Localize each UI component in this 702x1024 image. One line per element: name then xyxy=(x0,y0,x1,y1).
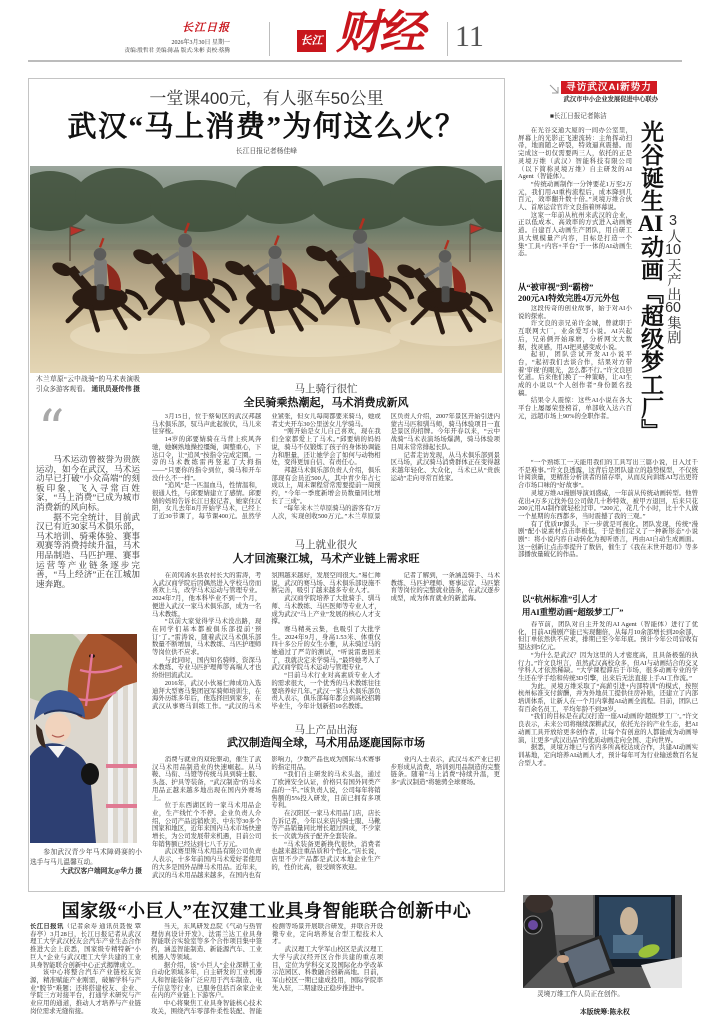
subhead-line: 以“杭州标准”引人才 xyxy=(522,595,598,604)
photo-credit: 大武汉客户端网友@华力 摄 xyxy=(60,868,142,876)
headline-part: AI xyxy=(637,212,664,235)
editors-line: 责编:殷哲君 美编:陈晶 版式:朱彬 责校:蔡腾 xyxy=(124,48,230,54)
side-body xyxy=(518,305,632,457)
paragraph: “一个熟练工一天能用我们的工具写出三篇小说，日入过千不是难事。”许文良透露，这背后是团队建立的趋势模型，不仅统计阅读量，更精准分析读者的留存率，从而反向训练AI写出更符合市场口味的“好故事”。 xyxy=(518,459,698,490)
lead-headline: 武汉“马上消费”为何这么火？ xyxy=(67,111,466,143)
paragraph: 这家一年前从杭州来武汉的企业，正以低成本、高效率的方式进入动画赛道。自建百人动画生产团队，用自研工具大规模量产内容，目标是打造一个集“工具+内容+平台”于一体的AI动画生态。 xyxy=(518,211,632,258)
arrow-icon xyxy=(549,84,559,94)
paragraph: 在光谷交通大厦的一间办公室里，屏幕上的光影正飞速流转：主角挥动扫帚，地面随之碎裂，特效逼真震撼。而完成这一切仅需要两三人，依托的正是灵境万维（武汉）智能科技有限公司（以下简称灵境万维）自主研发的AI Agent（智能体）。 xyxy=(518,127,632,181)
photo-caption xyxy=(36,375,140,394)
section-title: 武汉制造闯全球，马术用品逐鹿国际市场 xyxy=(227,737,425,749)
side-subhead xyxy=(522,594,698,619)
section-title: 人才回流聚江城，马术产业链上需求旺 xyxy=(232,553,420,565)
paragraph: 中心将聚焦工业具身智能核心技术攻关，围绕汽车零部件柔性装配、智能检测等场景开展联合研发，并联合开设微专业，定向培养复合型工程技术人才。 xyxy=(151,923,383,1015)
horse-show-photo xyxy=(30,166,502,373)
side-body xyxy=(518,459,698,591)
subheadline-part: 人 xyxy=(665,229,681,244)
paragraph: 据介绍，该“小巨人”企业深耕工业自动化领域多年，自主研发的工业机器人和智能装备广泛应用于汽车制造、电子信息等行业，已服务包括百余家企业在内的产业链上下游客户。 xyxy=(151,961,262,1000)
caption-text: 木兰草原“云中战骑”的马术表演吸引众多游客观看。 xyxy=(36,376,140,393)
paragraph: 业内人士表示，武汉马术产业已初步形成从消费、培训到用品制造的完整链条。随着“马上消费”持续升温，更多“武汉制造”将驰骋全球赛场。 xyxy=(390,756,500,787)
paragraph: 武汉理工大学军山校区是武汉理工大学与武汉经开区合作共建的重点项目，定位为学科交叉及国际化办学改革示范园区、科教融合创新高地。目前，军山校区一期已建成投用，国际学院率先入驻，二期建设正稳步推进中。 xyxy=(272,946,383,992)
lead-paragraph xyxy=(30,923,141,969)
bottom-headline: 国家级“小巨人”在汉建工业具身智能联合创新中心 xyxy=(61,901,472,921)
subheadline-part: 3 xyxy=(665,213,681,229)
paragraph: 据不完全统计，目前武汉已有近30家马术俱乐部，马术培训、骑乘体验、赛事观赛等消费持续升温，马术用品制造、马匹护理、赛事运营等产业链条逐步完善，“马上经济”正在江城加速奔跑。 xyxy=(36,511,140,589)
section-body xyxy=(152,572,500,712)
paragraph: 武汉商学院培养了大批骑手、驯马师、马术教练、马匹医师等专业人才，成为武汉“马上产业”发展的核心人才支撑。 xyxy=(271,595,381,626)
paragraph: 14岁的邱要婧骑在马背上疾风奔驰，她娴熟地操控缰绳，调整重心，下达口令，让“追风”按指令完成定圈。一旁的马术教练雷再竖起了大拇指——“只要你的指令到位，骑马和开车没什么不一样”。 xyxy=(152,436,262,482)
bottom-article xyxy=(28,892,505,1024)
girl-and-horse-photo xyxy=(30,634,137,843)
series-badge: 寻访武汉AI新势力 xyxy=(561,81,657,94)
paragraph: 据悉，灵境万维已与省内多所高校达成合作，共建AI动画实训基地，定向培养AI动画人才，预计每年可为行业输送数百名复合型人才。 xyxy=(518,744,698,767)
bottom-body xyxy=(30,923,504,1016)
ai-studio-photo xyxy=(523,895,682,988)
headline-part: 动画『超级梦工厂』 xyxy=(638,235,663,442)
paragraph: “马术装备更新换代很快，消费者也越来越注重品质和个性化。”店长说，店里不少产品都是武汉本地企业生产的，性价比高，很受顾客欢迎。 xyxy=(271,840,381,871)
side-body xyxy=(518,127,632,281)
paragraph: 该中心将整合汽车产业链校友资源，精准赋能产业刚需，破解学科与产业“脱节”难题；还将搭建校友、企业、学院三方对接平台，打通学术研究与产业应用的通道，推动人才培养与产业链岗位需求无缝衔接。 xyxy=(30,969,141,1015)
photo-credit: 通讯员聂传伟 摄 xyxy=(91,385,140,393)
section-badge: 长江 xyxy=(297,30,326,52)
section-kicker: 马上骑行很忙 xyxy=(294,383,358,395)
subheadline-part: 60 xyxy=(665,301,681,316)
paragraph: 有了优质IP源头，下一步就是可视化。团队发现，传统“漫剧”配小说素材点击率极低，于是他们定义了一种新形态“小说剧”：将小说内容自动转化为视听语言，再由AI自动生成画面。这一创新让点击率提升了数倍，催生了《我在末世开超市》等多部播放量破亿的作品。 xyxy=(518,520,698,559)
paragraph: “以前大家觉得学马术没出路，现在同学们基本都被俱乐部提前‘预订’了。”雷涛说，随着武汉马术俱乐部数量不断增加，马术教练、马匹护理师等岗位供不应求。 xyxy=(152,618,262,657)
paragraph: 当天，东风研发总院《气动与热管理仿真设计开发》、法雷兰达工业具身智能联合实验室等多个合作项目集中签约，涵盖智能制造、新能源汽车、工业机器人等领域。 xyxy=(151,923,262,961)
paper-logo: 长江日报 xyxy=(182,22,230,34)
paragraph: 为此，灵境万维采取了“高薪引进+内部特训”的模式，按照杭州标准支付薪酬，并为外地员工提供住房补贴，还建立了内部培训体系，让新人在一个月内掌握AI动画全流程。目前，团队已有百余名员工，平均年龄不到28岁。 xyxy=(518,682,698,713)
paragraph: 在汉阳区一家马术用品门店，店长告诉记者，今年以来店内骑士服、马靴等产品销量同比增长超过四成，不少家长一次就为孩子配齐全套装备。 xyxy=(271,809,381,841)
side-article xyxy=(508,62,702,1024)
side-subheadline xyxy=(664,213,682,353)
paragraph: “我们的目标是在武汉打造一座AI动画的‘超级梦工厂’。”许文良表示，未来公司将继续深耕武汉，依托光谷的产业生态，把AI动画工具开放给更多创作者，让每个有创意的人都能成为动画导演，让更多“武汉出品”的优质动画走向全国、走向世界。 xyxy=(518,713,698,744)
headline-part: 光谷诞生 xyxy=(638,120,663,212)
section-title: 财经 xyxy=(336,7,422,58)
paragraph: “刚开始是女儿自己喜欢，现在我们全家都爱上了马术。”邱要婧的妈妈说，骑马不仅锻炼了孩子的身体协调能力和胆量，还让她学会了如何与动物相处，变得更加自信、有责任心。 xyxy=(271,428,381,467)
co-organizer: 武汉市中小企业发展促进中心联办 xyxy=(563,96,658,103)
paragraph: 马术运动曾被誉为贵族运动，如今在武汉，马术运动早已打破“小众高端”的刻板印象，飞入寻常百姓家，“马上消费”已成为城市消费新的风向标。 xyxy=(36,455,140,512)
subhead-line: 用AI重塑动画“超级梦工厂” xyxy=(522,607,624,617)
section-kicker: 马上产品出海 xyxy=(294,724,358,736)
photo-caption: 灵境万维工作人员正在创作。 xyxy=(537,991,624,998)
side-headline xyxy=(636,120,664,450)
issue-date: 2026年3月30日 星期一 xyxy=(171,40,230,46)
paragraph: 2016年，武汉小伙易仁帅成功入选迪拜大型赛马集团冠军骑师培训生，在海外历练多年后，他选择回到家乡，在武汉从事赛马训练工作。“武汉的马术氛围越来越好，发展空间很大。”易仁帅说，武汉的赛马场、马术俱乐部设施不断完善，吸引了越来越多专业人才。 xyxy=(152,572,381,710)
subhead-line: 200元AI特效完胜4万元外包 xyxy=(518,294,620,303)
header-divider xyxy=(447,22,448,56)
paragraph: 消费与就业的双轮驱动，催生了武汉马术用品制造业的快速崛起。从马鞍、马衔、马镫等传统马具到骑士服、头盔、护具等装备，“武汉制造”的马术用品正越来越多地出现在国内外赛场上。 xyxy=(152,756,262,802)
paragraph: 记者了解到，一条涵盖骑手、马术教练、马匹护理师、赛事运营、马匹繁育等岗位的完整就业链条，在武汉逐步成型，成为体育就业的新蓝海。 xyxy=(390,572,500,603)
lead-byline: 长江日报记者杨佳峰 xyxy=(235,148,298,155)
header-divider xyxy=(269,22,270,56)
subheadline-part: 集剧 xyxy=(665,315,681,345)
paragraph: 许文良的亲兄弟许金城，曾就职于互联网大厂，业余爱写小说。AI兴起后，兄弟俩开始琢磨，分析网文大数据，找灵感，用AI把灵感变成小说。 xyxy=(518,320,632,351)
side-byline: ■长江日报记者陈洁 xyxy=(550,113,607,120)
section-body xyxy=(152,756,500,882)
paragraph: 记者走访发现，从马术俱乐部到景区马场，武汉骑马消费群体正在变得越来越年轻化、大众化，马术已从“贵族运动”走向寻常百姓家。 xyxy=(390,451,500,482)
section-body xyxy=(152,413,500,523)
paragraph: “目前马术行业对高素质专业人才的需求很大，一个优秀的马术教练往往要培养好几年。”武汉一家马术俱乐部负责人表示，俱乐部每年都会到高校招聘毕业生，今年计划新招10名教练。 xyxy=(271,672,381,710)
paragraph: 起初，团队尝试开发AI小说平台，“起初我们去谈合作，结果对方带着‘审视’的眼光，怎么都不行。”许文良回忆道。后来他们换了一种策略，让AI生成的小说以“个人创作者”身份匿名投稿。 xyxy=(518,351,632,397)
photo-caption xyxy=(30,848,142,877)
paragraph: “我们自主研发的马术头盔，通过了欧洲安全认证，价格只有国外同类产品的一半。”该负责人说，公司每年将销售额的5%投入研发，目前已拥有多项专利。 xyxy=(271,771,381,810)
lead-kicker: 一堂课400元，有人驱车50公里 xyxy=(149,89,384,108)
caption-text: 参加武汉青少年马术障碍赛的小选手与马儿温馨互动。 xyxy=(30,849,142,866)
section-title: 全民骑乘热潮起，马术消费成新风 xyxy=(243,397,409,409)
paragraph: “为什么是武汉？因为这里的人才密度高，且具备极强的执行力。”许文良坦言，虽然武汉高校众多，但AI与动画结合的交叉学科人才依然稀缺。“大学课程滞后于市场，很多动画专业的学生还在学手绘和传统3D引擎，出来后无法直接上手AI工作流。” xyxy=(518,651,698,682)
subheadline-part: 10 xyxy=(665,243,681,258)
paragraph: 在黄冈浠水县农村长大的雷涛，考入武汉商学院后因偶然进入学校马房而喜欢上马，改学马术运动与管理专业。2024年7月，他本科毕业不到一个月，便进入武汉一家马术俱乐部，成为一名马术教练。 xyxy=(152,572,262,618)
paragraph: “追风”是一匹温血马，性情温和，很通人性，与邱要婧建立了感情。邱要婧的妈妈告诉长江日报记者，她家住汉阳，女儿去年8月开始学马术，已经上了近30节课了，每节课400元。虽然学业紧张，但女儿每周都要来骑马，她或者丈夫开车30公里送女儿学骑马。 xyxy=(152,413,381,521)
side-subhead xyxy=(518,282,634,304)
paragraph: 邦越马术俱乐部负责人介绍，俱乐部现有会员近500人，其中青少年占七成以上，周末课程常常需要提前一周预约，“今年一季度新增会员数量同比增长了三成”。 xyxy=(271,466,381,505)
lead-article xyxy=(28,78,505,892)
page-coordinator: 本版统筹:陈永权 xyxy=(580,1009,630,1016)
section-kicker: 马上就业很火 xyxy=(294,539,358,551)
paragraph-text: （记者余寿 通讯员聂俊 覃春亭）3月28日，长江日报记者从武汉理工大学武汉校友会汽车产业生态合作推进大会上获悉，国家级专精特新“小巨人”企业与武汉理工大学共建的工业具身智能联合创新中心正式揭牌成立。 xyxy=(30,923,142,969)
lead-quote xyxy=(36,455,140,627)
paragraph: “每年来木兰草原骑马的游客有7万人次，实现创收500万元。”木兰草原景区负责人介绍，2007年景区开始引进内蒙古马匹和驯马师，骑马体验项目一直是景区的招牌。今年开春以来，“云中战骑”马术表演场场爆满，骑马体验项目周末常常排起长队。 xyxy=(271,413,500,521)
subheadline-part: 天产出 xyxy=(665,257,681,302)
paragraph: 灵境万维AI漫剧导演刘盛威，一年前从传统动画转型。他曾花出4万多元找外包公司做几十秒特效，被甲方退回，后来只花200元用AI制作就轻松过审。“200元，花几个小时，比十个人做一个星期的东西都多，当时震撼了我的三观。” xyxy=(518,489,698,520)
paragraph: 这段传奇的创业故事，始于对AI小说的探索。 xyxy=(518,305,632,320)
paragraph: “传统动画制作一分钟要花1万至2万元，我们用AI重构流程后，成本降到几百元，效率翻升数十倍。”灵境万维合伙人、首席运营官许文良指着屏幕说。 xyxy=(518,180,632,212)
page-number: 11 xyxy=(455,20,484,53)
paragraph: 与此同时，国内知名骑师、资深马术教练、专业马匹护理师等高端人才也纷纷回流武汉。 xyxy=(152,656,262,680)
paragraph: 春节前，团队对自主开发的AI Agent（智能体）进行了优化，目前AI漫剧产能已实现翻倍，从每月10余部增长到20余部，但订单依然供不应求，排期已至今年年底。预计今年公司营收有望达到5亿元。 xyxy=(518,621,698,652)
dateline: 长江日报讯 xyxy=(30,923,64,930)
paragraph: 赛马精英云集，也吸引了大批学生。2024年9月，身高1.53米、体重仅四十多公斤的女生小雅，从未骑过马的她通过了严苛的测试，“听说雷勇回来了，我就决定来学骑马。”最终她考入了武汉商学院马术运动与管理专业。 xyxy=(271,625,381,672)
subhead-line: 从“被审视”到“霸榜” xyxy=(518,283,594,292)
side-body xyxy=(518,621,698,883)
quote-mark-icon: “ xyxy=(38,400,65,460)
paragraph: 位于东西湖区的一家马术用品企业，生产线忙个不停。企业负责人介绍，公司产品远销欧美、中东等30多个国家和地区，近年来国内马术市场快速增长，为公司发展带来机遇，目前公司年销售额已经达到七八千万元。 xyxy=(152,802,262,848)
paragraph: 武汉赛里斯马术用品有限公司负责人表示，十多年前国内马术爱好者使用的大多是国外品牌马术用品。近年来，武汉的马术用品越来越多，在国内也有影响力，少数产品也成为国际马术赛事的指定用品。 xyxy=(152,756,381,879)
paragraph: 3月15日，位于蔡甸区的武汉邦越马术俱乐部，驭马声此起彼伏，马儿来往穿梭。 xyxy=(152,413,262,436)
paragraph: 结果令人震惊：这些AI小说在各大平台上屡屡荣登榜首，单部收入达六百元，远超市场上90%的全职作者。 xyxy=(518,397,632,420)
